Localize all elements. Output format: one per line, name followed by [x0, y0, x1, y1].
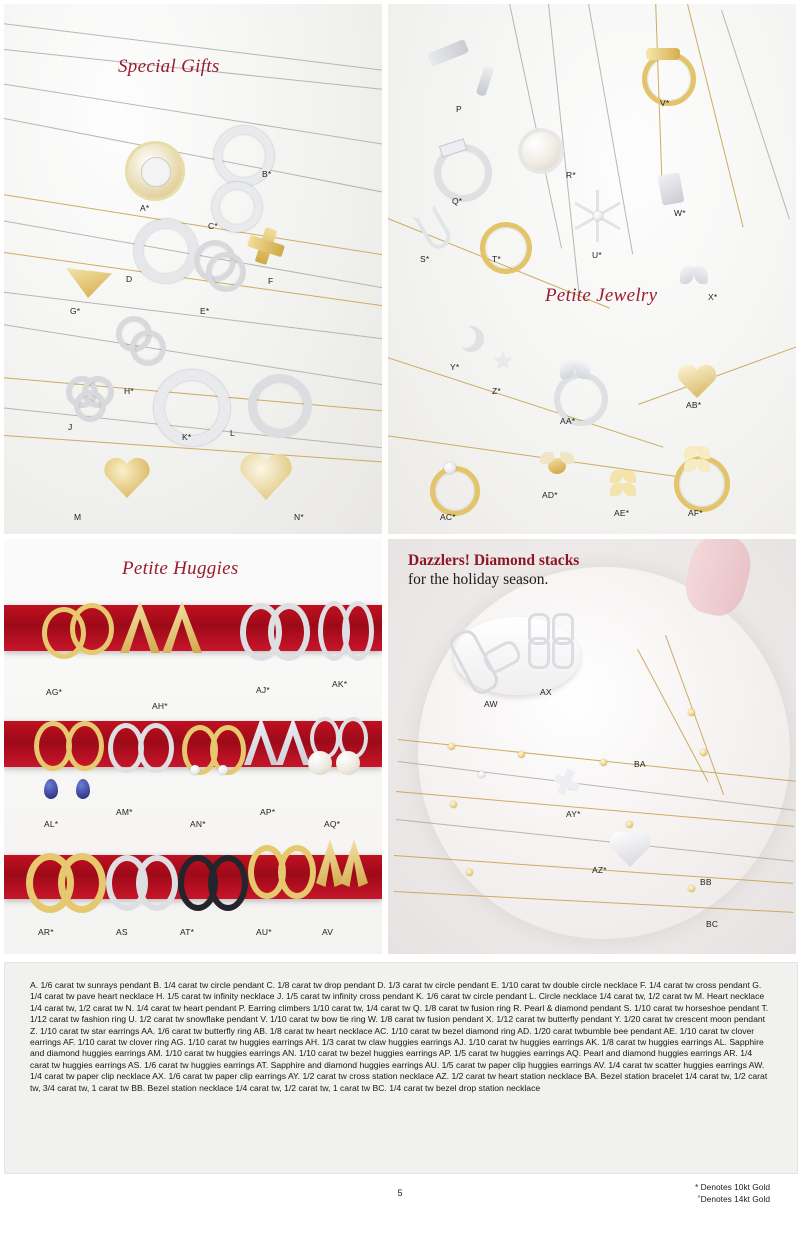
- pendant-pave-heart-g: [66, 268, 112, 298]
- chain: [4, 82, 382, 149]
- chain: [388, 354, 663, 448]
- pendant-bumble-bee-ad: [540, 452, 574, 478]
- label-ae: AE*: [614, 508, 630, 518]
- label-c: C*: [208, 221, 218, 231]
- earrings-huggie-aj2: [268, 603, 310, 661]
- label-f: F: [268, 276, 274, 286]
- pendant-horseshoe-s: [413, 205, 455, 253]
- earrings-clover-ae: [610, 470, 636, 496]
- earrings-huggie-at2: [208, 855, 248, 911]
- label-b: B*: [262, 169, 272, 179]
- label-au: AU*: [256, 927, 272, 937]
- label-q: Q*: [452, 196, 463, 206]
- label-ba: BA: [634, 759, 646, 769]
- chain: [638, 336, 796, 405]
- label-an: AN*: [190, 819, 206, 829]
- ring-clover-af-top: [684, 446, 710, 472]
- dazzlers-headline: [408, 551, 648, 589]
- key-text: A. 1/6 carat tw sunrays pendant B. 1/4 carat tw circle pendant C. 1/8 carat tw drop pendant D. 1/3 carat tw circle pendant E. 1/10 carat tw double circle necklace F. 1/4 carat tw cross pendant G. 1/4 carat tw pave heart necklace H. 1/5 carat tw infinity necklace J. 1/5 carat tw infinity cross pendant K. 1/6 carat tw circle pendant L. Circle necklace 1/4 carat tw, 1/2 carat tw M. Heart necklace 1/4 carat tw, 1/2 carat tw N. 1/4 carat tw heart pendant P. Earring climbers 1/10 carat tw, 1/4 carat tw Q. 1/8 carat tw fusion ring R. Pearl & diamond pendant S. 1/10 carat tw horseshoe pendant T. 1/12 carat tw fashion ring U. 1/2 carat tw snowflake pendant V. 1/10 carat tw bow tie ring W. 1/8 carat tw fusion pendant X. 1/12 carat tw butterfly pendant Y. 1/20 carat tw crescent moon pendant Z. 1/10 carat tw star earrings AA. 1/6 carat tw butterfly ring AB. 1/8 carat tw heart necklace AC. 1/10 carat tw bezel diamond ring AD. 1/20 carat twbumble bee pendant AE. 1/10 carat tw clover earrings AF. 1/10 carat tw clover ring AG. 1/10 carat tw huggies earrings AH. 1/3 carat tw claw huggies earrings AJ. 1/10 carat tw huggies earrings AK. 1/8 carat tw huggies earrings AL. Sapphire and diamond huggies earrings AM. 1/10 carat tw huggies earrings AN. 1/10 carat tw bezel huggies earrings AP. 1/5 carat tw huggies earrings AQ. Pearl and diamond huggies earrings AR. 1/4 carat tw huggies earrings AS. 1/6 carat tw huggies earrings AT. Sapphire and diamond huggies earrings AU. 1/5 carat tw paper clip huggies earrings AV. 1/4 carat tw scatter huggies earrings AW. 1/4 carat tw paper clip necklace AX. 1/6 carat tw paper clip earrings AY. 1/2 carat tw cross station necklace AZ. 1/2 carat tw heart station necklace BA. Bezel station bracelet 1/4 carat tw, 1/2 carat tw, 3/4 carat tw, 1 carat tw BB. Bezel station necklace 1/4 carat tw, 1/2 carat tw, 1 carat tw BC. 1/4 carat tw bezel drop station necklace: [30, 980, 769, 1093]
- label-ag: AG*: [46, 687, 63, 697]
- label-am: AM*: [116, 807, 133, 817]
- label-ah: AH*: [152, 701, 168, 711]
- label-az: AZ*: [592, 865, 607, 875]
- label-g: G*: [70, 306, 81, 316]
- label-at: AT*: [180, 927, 195, 937]
- label-y: Y*: [450, 362, 460, 372]
- label-n: N*: [294, 512, 304, 522]
- earrings-paperclip-ax2: [528, 637, 550, 669]
- label-v: V*: [660, 98, 670, 108]
- panel-title-petite-huggies: Petite Huggies: [122, 558, 239, 579]
- earrings-huggie-au2: [278, 845, 316, 899]
- pendant-drop-c: [212, 182, 262, 232]
- pendant-snowflake-u: [572, 190, 624, 242]
- necklace-circle-l: [248, 374, 312, 438]
- panel-title-special-gifts: Special Gifts: [118, 56, 220, 77]
- earrings-paperclip-ax4: [552, 637, 574, 669]
- label-bb: BB: [700, 877, 712, 887]
- pendant-crescent-moon-y: [454, 326, 476, 348]
- panel-title-petite-jewelry: Petite Jewelry: [545, 285, 658, 306]
- label-av: AV: [322, 927, 334, 937]
- pearl-aq2: [336, 751, 360, 775]
- label-ad: AD*: [542, 490, 558, 500]
- label-ac: AC*: [440, 512, 456, 522]
- label-ax: AX: [540, 687, 552, 697]
- label-ay: AY*: [566, 809, 581, 819]
- chain: [687, 4, 744, 227]
- chain: [721, 10, 790, 220]
- label-r: R*: [566, 170, 576, 180]
- panel-special-gifts: [4, 4, 382, 534]
- label-d: D: [126, 274, 133, 284]
- label-aw: AW: [484, 699, 498, 709]
- label-ar: AR*: [38, 927, 54, 937]
- label-k: K*: [182, 432, 192, 442]
- earring-climber-p: [427, 39, 469, 67]
- necklace-heart-ab: [678, 364, 716, 398]
- label-af: AF*: [688, 508, 703, 518]
- gem-sapphire-al: [44, 779, 58, 799]
- label-e: E*: [200, 306, 210, 316]
- backdrop-circle: [418, 567, 790, 939]
- page-number: 5: [397, 1188, 403, 1198]
- dazzlers-headline-bold: Dazzlers! Diamond stacks: [408, 552, 580, 569]
- earrings-huggie-al2: [66, 721, 104, 771]
- label-aa: AA*: [560, 416, 576, 426]
- earrings-huggie-as2: [136, 855, 178, 911]
- pendant-circle-d: [134, 219, 198, 283]
- label-as: AS: [116, 927, 128, 937]
- label-m: M: [74, 512, 82, 522]
- label-h: H*: [124, 386, 134, 396]
- panel-petite-huggies: [4, 539, 382, 954]
- earrings-huggie-ak2: [342, 601, 374, 661]
- pendant-double-circle-e2: [206, 252, 246, 292]
- pendant-fusion-w: [658, 172, 685, 205]
- label-s: S*: [420, 254, 430, 264]
- label-aq: AQ*: [324, 819, 341, 829]
- chain: [4, 116, 382, 199]
- necklace-heart-m: [104, 456, 150, 498]
- label-bc: BC: [706, 919, 719, 929]
- earrings-star-z: [492, 350, 514, 372]
- pendant-pearl-r: [522, 132, 560, 170]
- panel-petite-jewelry: [388, 4, 796, 534]
- pearl-aq: [308, 751, 332, 775]
- gem-sapphire-al2: [76, 779, 90, 799]
- label-w: W*: [674, 208, 686, 218]
- label-ap: AP*: [260, 807, 276, 817]
- label-u: U*: [592, 250, 602, 260]
- label-ak: AK*: [332, 679, 348, 689]
- earring-climber-p2: [476, 65, 495, 97]
- ring-butterfly-aa-wings: [560, 360, 592, 380]
- earrings-huggie-am2: [138, 723, 174, 773]
- ring-bow-tie-v-top: [646, 48, 680, 60]
- label-x: X*: [708, 292, 718, 302]
- dazzlers-headline-rest: for the holiday season.: [408, 571, 549, 588]
- earrings-huggie-an2: [210, 725, 246, 775]
- ring-bezel-ac: [430, 466, 480, 516]
- panel-dazzlers: [388, 539, 796, 954]
- denote-14kt: ˚Denotes 14kt Gold: [697, 1194, 770, 1204]
- label-ab: AB*: [686, 400, 702, 410]
- label-al: AL*: [44, 819, 59, 829]
- chain: [507, 4, 562, 249]
- label-a: A*: [140, 203, 150, 213]
- label-t: T*: [492, 254, 501, 264]
- earrings-huggie-ar2: [58, 853, 106, 913]
- pendant-butterfly-x: [680, 266, 710, 286]
- label-p: P: [456, 104, 462, 114]
- label-aj: AJ*: [256, 685, 270, 695]
- label-j: J: [68, 422, 73, 432]
- label-l: L: [230, 428, 235, 438]
- earrings-huggie-ag2: [70, 603, 114, 655]
- pendant-circle-k: [154, 370, 230, 446]
- label-z: Z*: [492, 386, 501, 396]
- ring-fashion-t: [480, 222, 532, 274]
- pendant-sunrays-center: [141, 157, 171, 187]
- denote-10kt: * Denotes 10kt Gold: [695, 1182, 770, 1192]
- pendant-heart-n: [240, 452, 292, 500]
